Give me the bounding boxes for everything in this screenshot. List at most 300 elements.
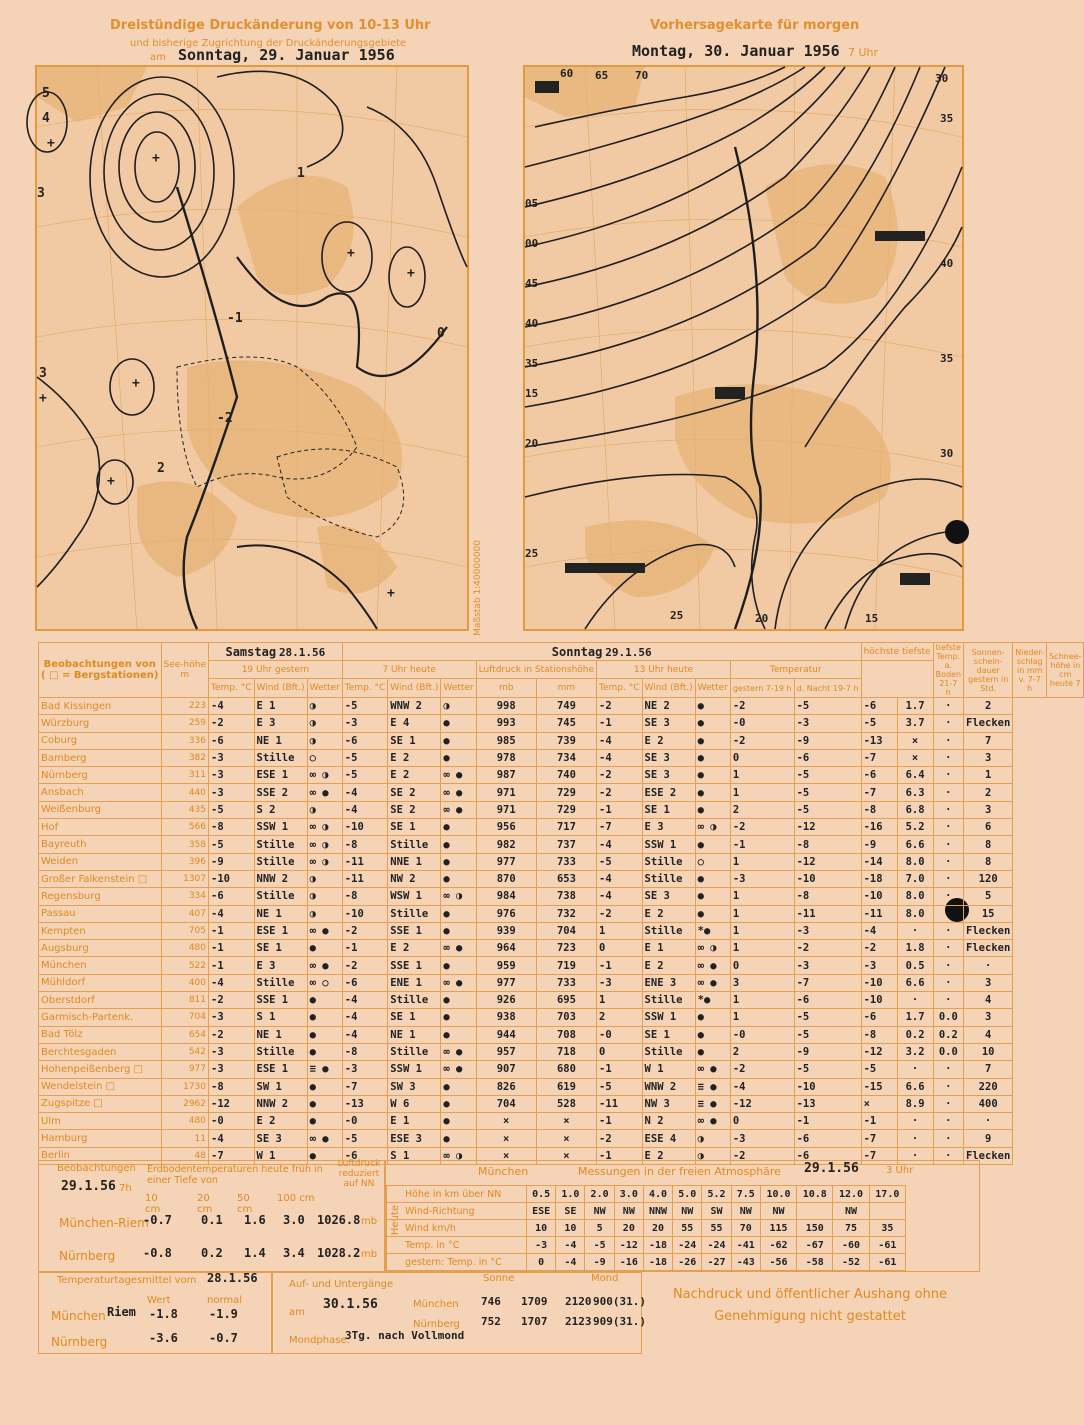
- cell-mm: 723: [536, 940, 596, 957]
- table-row: [39, 749, 1084, 766]
- saturday-header: Samstag 28.1.56: [209, 643, 343, 661]
- sunshine-header: Sonnen-schein-dauer gestern in Std.: [964, 643, 1013, 698]
- cell-t13: -1: [597, 715, 643, 732]
- svg-text:1: 1: [297, 166, 305, 181]
- cell-tmin: -12: [794, 853, 861, 870]
- soil-unit: mb: [361, 1249, 378, 1260]
- pressure-change-map: [35, 65, 469, 631]
- cell-w13: SSW 1: [642, 836, 695, 853]
- soil-station: Nürnberg: [59, 1249, 116, 1263]
- cell-wx7: ●: [441, 1113, 476, 1130]
- aloft-table: [386, 1185, 906, 1271]
- cell-w7: SE 2: [388, 801, 441, 818]
- cell-t19: -6: [209, 888, 255, 905]
- cell-tmax: 0: [730, 1113, 794, 1130]
- cell-mm: 717: [536, 819, 596, 836]
- cell-w7: Stille: [388, 992, 441, 1009]
- station-name: Zugspitze □: [39, 1095, 162, 1112]
- cell-sun: 8.0: [897, 853, 933, 870]
- cell-t7: -5: [342, 749, 388, 766]
- svg-text:+: +: [132, 376, 140, 391]
- cell-rr: ·: [933, 715, 963, 732]
- cell-t13: -5: [597, 1078, 643, 1095]
- station-elevation: 1730: [161, 1078, 209, 1095]
- table-row: [39, 870, 1084, 887]
- wind-header: Wind (Bft.): [642, 679, 695, 698]
- cell-t13: -2: [597, 905, 643, 922]
- sun-am: am: [289, 1307, 305, 1318]
- soil-title: Erdbodentemperaturen heute früh in einer Tiefe von: [147, 1164, 323, 1186]
- cell-wx7: ◑: [441, 698, 476, 715]
- cell-w19: SSE 1: [254, 992, 307, 1009]
- sat-time-header: 19 Uhr gestern: [209, 661, 343, 679]
- svg-text:00: 00: [525, 237, 539, 250]
- cell-t7: -3: [342, 1061, 388, 1078]
- left-map-title: Dreistündige Druckänderung von 10-13 Uhr: [110, 18, 431, 33]
- svg-text:45: 45: [525, 277, 539, 290]
- cell-sn: Flecken: [964, 715, 1013, 732]
- cell-tmin: -3: [794, 957, 861, 974]
- aloft-value: -61: [869, 1254, 905, 1271]
- cell-w7: SSE 1: [388, 922, 441, 939]
- sun13-time-header: 13 Uhr heute: [597, 661, 731, 679]
- cell-t13: -11: [597, 1095, 643, 1112]
- cell-wx13: ○: [695, 853, 730, 870]
- cell-w19: NE 1: [254, 1026, 307, 1043]
- cell-w19: S 2: [254, 801, 307, 818]
- cell-tb: ×: [861, 1095, 897, 1112]
- cell-t7: -5: [342, 698, 388, 715]
- svg-text:30: 30: [935, 72, 949, 85]
- cell-t19: -3: [209, 749, 255, 766]
- cell-sn: 220: [964, 1078, 1013, 1095]
- cell-w19: SE 1: [254, 940, 307, 957]
- cell-wx13: *●: [695, 922, 730, 939]
- cell-wx19: ∞ ○: [307, 974, 342, 991]
- aloft-value: -41: [731, 1237, 760, 1254]
- cell-tb: -15: [861, 1078, 897, 1095]
- svg-text:+: +: [107, 474, 115, 489]
- cell-wx7: ●: [441, 749, 476, 766]
- cell-rr: ·: [933, 974, 963, 991]
- cell-t19: -1: [209, 922, 255, 939]
- aloft-row-label: Wind km/h: [387, 1220, 527, 1237]
- cell-w7: SSE 1: [388, 957, 441, 974]
- svg-text:05: 05: [525, 197, 539, 210]
- cell-t7: -10: [342, 905, 388, 922]
- cell-mb: ×: [476, 1113, 536, 1130]
- cell-tmax: -3: [730, 870, 794, 887]
- cell-rr: ·: [933, 698, 963, 715]
- soil-depth-20: 20 cm: [197, 1193, 213, 1215]
- svg-text:20: 20: [525, 437, 539, 450]
- cell-mm: 733: [536, 974, 596, 991]
- cell-mb: 938: [476, 1009, 536, 1026]
- cell-rr: ·: [933, 836, 963, 853]
- cell-wx7: ●: [441, 992, 476, 1009]
- soil-depth-50: 50 cm: [237, 1193, 253, 1215]
- cell-mm: 740: [536, 767, 596, 784]
- cell-tmax: -2: [730, 732, 794, 749]
- cell-wx19: ●: [307, 1078, 342, 1095]
- station-name: Garmisch-Partenk.: [39, 1009, 162, 1026]
- aloft-value: 2.0: [585, 1186, 614, 1203]
- table-row: [39, 853, 1084, 870]
- sun-date: 30.1.56: [323, 1297, 378, 1312]
- cell-t13: -4: [597, 732, 643, 749]
- station-name: Weißenburg: [39, 801, 162, 818]
- cell-w19: NNW 2: [254, 1095, 307, 1112]
- station-name: Passau: [39, 905, 162, 922]
- cell-w7: Stille: [388, 1043, 441, 1060]
- cell-wx13: ●: [695, 732, 730, 749]
- cell-tmin: -3: [794, 715, 861, 732]
- cell-t7: -8: [342, 888, 388, 905]
- cell-w7: SE 1: [388, 819, 441, 836]
- cell-tmin: -7: [794, 974, 861, 991]
- cell-w19: S 1: [254, 1009, 307, 1026]
- cell-tmax: -4: [730, 1078, 794, 1095]
- cell-sun: 0.2: [897, 1026, 933, 1043]
- aloft-value: -24: [673, 1237, 702, 1254]
- cell-mb: 978: [476, 749, 536, 766]
- cell-tb: -14: [861, 853, 897, 870]
- cell-w7: WSW 1: [388, 888, 441, 905]
- sunrise: 746: [481, 1295, 501, 1308]
- station-name: Oberstdorf: [39, 992, 162, 1009]
- cell-rr: ·: [933, 888, 963, 905]
- cell-mb: 959: [476, 957, 536, 974]
- cell-t13: -1: [597, 1147, 643, 1164]
- cell-wx7: ∞ ●: [441, 1043, 476, 1060]
- cell-mb: 971: [476, 784, 536, 801]
- aloft-row-label: Temp. in °C: [387, 1237, 527, 1254]
- cell-t19: -2: [209, 992, 255, 1009]
- cell-t19: -1: [209, 957, 255, 974]
- table-row: [39, 819, 1084, 836]
- cell-w13: NW 3: [642, 1095, 695, 1112]
- cell-t19: -3: [209, 784, 255, 801]
- cell-tmin: -2: [794, 940, 861, 957]
- cell-t13: 2: [597, 1009, 643, 1026]
- cell-tb: -10: [861, 888, 897, 905]
- cell-sn: Flecken: [964, 922, 1013, 939]
- cell-w19: W 1: [254, 1147, 307, 1164]
- svg-text:+: +: [347, 246, 355, 261]
- cell-t13: -4: [597, 888, 643, 905]
- aloft-value: -43: [731, 1254, 760, 1271]
- cell-tmin: -11: [794, 905, 861, 922]
- svg-text:3: 3: [37, 186, 45, 201]
- cell-w13: Stille: [642, 870, 695, 887]
- cell-rr: ·: [933, 767, 963, 784]
- cell-w7: ENE 1: [388, 974, 441, 991]
- cell-sn: Flecken: [964, 940, 1013, 957]
- wind-header: Wind (Bft.): [254, 679, 307, 698]
- station-name: Augsburg: [39, 940, 162, 957]
- aloft-row: [387, 1203, 906, 1220]
- cell-t13: 0: [597, 1043, 643, 1060]
- cell-tb: -6: [861, 1009, 897, 1026]
- cell-wx19: ○: [307, 749, 342, 766]
- cell-t7: -10: [342, 819, 388, 836]
- cell-t13: -1: [597, 957, 643, 974]
- cell-wx7: ●: [441, 732, 476, 749]
- cell-w19: ESE 1: [254, 767, 307, 784]
- cell-wx19: ●: [307, 1147, 342, 1164]
- cell-sun: 5.2: [897, 819, 933, 836]
- cell-sun: 1.8: [897, 940, 933, 957]
- cell-sun: ·: [897, 1113, 933, 1130]
- cell-wx13: ∞ ●: [695, 1113, 730, 1130]
- cell-w7: SE 1: [388, 1009, 441, 1026]
- cell-mm: 749: [536, 698, 596, 715]
- cell-t19: -2: [209, 1026, 255, 1043]
- cell-sn: 400: [964, 1095, 1013, 1112]
- aloft-value: 10: [527, 1220, 556, 1237]
- cell-wx19: ●: [307, 1026, 342, 1043]
- cell-tmax: -0: [730, 715, 794, 732]
- cell-wx7: ∞ ●: [441, 1061, 476, 1078]
- aloft-station: München: [478, 1165, 529, 1178]
- cell-sun: ×: [897, 732, 933, 749]
- cell-mm: 680: [536, 1061, 596, 1078]
- soil-value: 3.0: [283, 1213, 305, 1227]
- cell-mb: 998: [476, 698, 536, 715]
- cell-tmin: -5: [794, 698, 861, 715]
- cell-w19: Stille: [254, 1043, 307, 1060]
- cell-tb: -3: [861, 957, 897, 974]
- cell-w13: SE 3: [642, 715, 695, 732]
- cell-t13: 0: [597, 940, 643, 957]
- aloft-side-label: Heute: [390, 1205, 401, 1236]
- cell-w13: Stille: [642, 922, 695, 939]
- station-elevation: 336: [161, 732, 209, 749]
- cell-w13: SE 3: [642, 749, 695, 766]
- sunday-header: Sonntag 29.1.56: [342, 643, 861, 661]
- cell-tb: -1: [861, 1113, 897, 1130]
- cell-w13: Stille: [642, 1043, 695, 1060]
- cell-w13: SE 3: [642, 888, 695, 905]
- cell-mb: 956: [476, 819, 536, 836]
- station-elevation: 311: [161, 767, 209, 784]
- aloft-value: -52: [833, 1254, 869, 1271]
- aloft-value: -58: [797, 1254, 833, 1271]
- cell-tb: -11: [861, 905, 897, 922]
- station-elevation: 407: [161, 905, 209, 922]
- station-name: Großer Falkenstein □: [39, 870, 162, 887]
- cell-tmax: -3: [730, 1130, 794, 1147]
- cell-sn: 5: [964, 888, 1013, 905]
- cell-t7: -8: [342, 1043, 388, 1060]
- soil-value: 0.2: [201, 1246, 223, 1260]
- cell-w7: E 2: [388, 940, 441, 957]
- svg-text:3: 3: [39, 366, 47, 381]
- aloft-value: 0.5: [527, 1186, 556, 1203]
- cell-sun: ·: [897, 1147, 933, 1164]
- cell-w19: E 3: [254, 957, 307, 974]
- cell-wx19: ◑: [307, 870, 342, 887]
- aloft-value: SE: [556, 1203, 585, 1220]
- cell-mm: 703: [536, 1009, 596, 1026]
- cell-tmin: -13: [794, 1095, 861, 1112]
- cell-tmax: 1: [730, 853, 794, 870]
- cell-t7: -3: [342, 715, 388, 732]
- aloft-value: [797, 1203, 833, 1220]
- cell-wx13: ∞ ◑: [695, 819, 730, 836]
- cell-wx19: ∞ ●: [307, 922, 342, 939]
- cell-w13: N 2: [642, 1113, 695, 1130]
- cell-sn: 9: [964, 1130, 1013, 1147]
- cell-tmax: -0: [730, 1026, 794, 1043]
- cell-wx19: ●: [307, 992, 342, 1009]
- cell-t19: -4: [209, 974, 255, 991]
- moon-phase-label: Mondphase:: [289, 1335, 350, 1346]
- soil-depth-10: 10 cm: [145, 1193, 161, 1215]
- aloft-value: 5: [585, 1220, 614, 1237]
- cell-t19: -5: [209, 836, 255, 853]
- cell-mm: 704: [536, 922, 596, 939]
- cell-mm: 719: [536, 957, 596, 974]
- cell-mb: 977: [476, 853, 536, 870]
- cell-wx7: ●: [441, 1130, 476, 1147]
- cell-wx19: ◑: [307, 732, 342, 749]
- svg-text:-1: -1: [227, 311, 243, 326]
- cell-w19: NE 1: [254, 732, 307, 749]
- cell-sun: 7.0: [897, 870, 933, 887]
- cell-tmax: 0: [730, 749, 794, 766]
- cell-wx7: ∞ ◑: [441, 1147, 476, 1164]
- cell-t7: -0: [342, 1113, 388, 1130]
- cell-t7: -4: [342, 784, 388, 801]
- cell-sun: 8.0: [897, 905, 933, 922]
- temp-header: Temp. °C: [209, 679, 255, 698]
- cell-rr: ·: [933, 1061, 963, 1078]
- cell-mm: 718: [536, 1043, 596, 1060]
- station-elevation: 811: [161, 992, 209, 1009]
- svg-text:70: 70: [635, 69, 649, 82]
- cell-mm: 732: [536, 905, 596, 922]
- cell-mb: ×: [476, 1130, 536, 1147]
- wind-header: Wind (Bft.): [388, 679, 441, 698]
- aloft-value: -27: [702, 1254, 731, 1271]
- aloft-title: Messungen in der freien Atmosphäre: [578, 1165, 781, 1178]
- cell-tmax: 3: [730, 974, 794, 991]
- cell-wx19: ◑: [307, 905, 342, 922]
- aloft-row-label: Höhe in km über NN: [387, 1186, 527, 1203]
- station-elevation: 440: [161, 784, 209, 801]
- table-row: [39, 1043, 1084, 1060]
- cell-wx13: ◑: [695, 1130, 730, 1147]
- aloft-row: [387, 1186, 906, 1203]
- cell-t13: -1: [597, 1113, 643, 1130]
- aloft-value: -60: [833, 1237, 869, 1254]
- cell-w19: ESE 1: [254, 1061, 307, 1078]
- aloft-value: ESE: [527, 1203, 556, 1220]
- cell-t7: -4: [342, 1009, 388, 1026]
- cell-sn: 4: [964, 1026, 1013, 1043]
- cell-mb: 926: [476, 992, 536, 1009]
- cell-sn: 3: [964, 749, 1013, 766]
- svg-text:30: 30: [940, 447, 954, 460]
- station-elevation: 977: [161, 1061, 209, 1078]
- svg-text:25: 25: [525, 547, 539, 560]
- cell-wx13: ●: [695, 888, 730, 905]
- aloft-box: [385, 1160, 980, 1272]
- max-header: gestern 7-19 h: [730, 679, 794, 698]
- pressure-change-map-drawing: [37, 67, 467, 629]
- cell-sn: 8: [964, 853, 1013, 870]
- cell-tb: -16: [861, 819, 897, 836]
- cell-sn: 15: [964, 905, 1013, 922]
- cell-w13: SE 1: [642, 1026, 695, 1043]
- table-row: [39, 957, 1084, 974]
- svg-text:40: 40: [525, 317, 539, 330]
- cell-w13: ENE 3: [642, 974, 695, 991]
- cell-tmax: 1: [730, 784, 794, 801]
- cell-t19: -3: [209, 1061, 255, 1078]
- soil-value: 1.4: [244, 1246, 266, 1260]
- cell-t19: -0: [209, 1113, 255, 1130]
- cell-w19: Stille: [254, 853, 307, 870]
- cell-t19: -3: [209, 767, 255, 784]
- cell-tmax: 1: [730, 940, 794, 957]
- cell-mb: 957: [476, 1043, 536, 1060]
- cell-wx7: ●: [441, 836, 476, 853]
- cell-mb: 976: [476, 905, 536, 922]
- cell-t7: -4: [342, 801, 388, 818]
- cell-mb: 993: [476, 715, 536, 732]
- cell-sun: 6.6: [897, 974, 933, 991]
- cell-w19: Stille: [254, 888, 307, 905]
- cell-t19: -2: [209, 715, 255, 732]
- aloft-value: 0: [527, 1254, 556, 1271]
- aloft-value: -4: [556, 1254, 585, 1271]
- station-name: Hohenpeißenberg □: [39, 1061, 162, 1078]
- cell-tmin: -6: [794, 1130, 861, 1147]
- moon-label: Mond: [591, 1273, 619, 1284]
- svg-text:15: 15: [865, 612, 879, 625]
- station-elevation: 358: [161, 836, 209, 853]
- svg-text:25: 25: [670, 609, 684, 622]
- cell-w7: W 6: [388, 1095, 441, 1112]
- cell-tb: -10: [861, 974, 897, 991]
- aloft-value: [869, 1203, 905, 1220]
- cell-wx13: ●: [695, 870, 730, 887]
- svg-text:15: 15: [525, 387, 539, 400]
- cell-wx7: ●: [441, 853, 476, 870]
- svg-text:65: 65: [595, 69, 609, 82]
- table-row: [39, 1130, 1084, 1147]
- table-row: [39, 992, 1084, 1009]
- cell-w7: E 4: [388, 715, 441, 732]
- cell-sun: 3.2: [897, 1043, 933, 1060]
- temp-header: Temp. °C: [342, 679, 388, 698]
- aloft-value: -26: [673, 1254, 702, 1271]
- station-elevation: 435: [161, 801, 209, 818]
- cell-mm: 734: [536, 749, 596, 766]
- cell-sn: 1: [964, 767, 1013, 784]
- aloft-date: 29.1.56: [804, 1161, 859, 1176]
- station-elevation: 11: [161, 1130, 209, 1147]
- cell-t7: -4: [342, 1026, 388, 1043]
- cell-w19: Stille: [254, 749, 307, 766]
- cell-mb: 987: [476, 767, 536, 784]
- cell-tb: -18: [861, 870, 897, 887]
- station-elevation: 480: [161, 1113, 209, 1130]
- soil-obs-label: Beobachtungen: [57, 1163, 136, 1174]
- copyright-notice: Nachdruck und öffentlicher Aushang ohne Genehmigung nicht gestattet: [672, 1287, 948, 1324]
